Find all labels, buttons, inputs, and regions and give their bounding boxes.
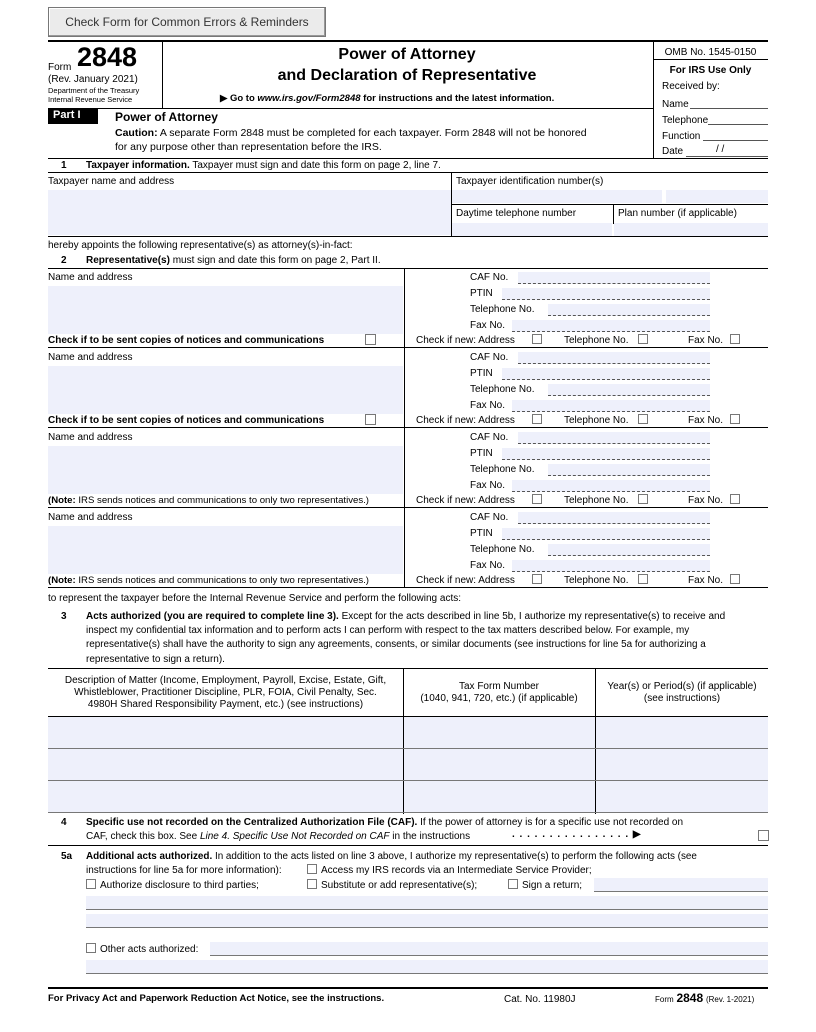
rep-3-caf-label: CAF No. [470,432,509,443]
plan-label: Plan number (if applicable) [618,208,737,219]
sign-return-label: Sign a return; [522,880,583,891]
goto-line: ▶ Go to www.irs.gov/Form2848 for instructions and the latest information. [220,93,555,104]
rep-4-note: (Note: IRS sends notices and communications to only two representatives.) [48,575,370,586]
rep-3-check-new-address-label: Check if new: Address [416,495,515,506]
rep-2-fax-field[interactable] [512,400,710,412]
taxpayer-name-label: Taxpayer name and address [48,176,175,187]
rep-2-name-label: Name and address [48,352,133,363]
rep-1-new-fax-checkbox[interactable] [730,334,740,344]
line-3-number: 3 [61,611,67,622]
matter-header-1: Description of Matter (Income, Employment, Payroll, Excise, Estate, Gift, [64,675,387,686]
rep-1-check-new-fax-label: Fax No. [688,335,724,346]
rep-2-new-telephone-checkbox[interactable] [638,414,648,424]
rep-4-new-telephone-checkbox[interactable] [638,574,648,584]
authorize-disclosure-label: Authorize disclosure to third parties; [100,880,259,891]
rep-3-note: (Note: IRS sends notices and communications to only two representatives.) [48,495,370,506]
rep-3-new-fax-checkbox[interactable] [730,494,740,504]
rep-2-new-fax-checkbox[interactable] [730,414,740,424]
rep-4-caf-field[interactable] [518,512,710,524]
rep-3-name-label: Name and address [48,432,133,443]
rep-2-check-new-telephone-label: Telephone No. [564,415,629,426]
line-4-caf-checkbox[interactable] [758,830,769,841]
part-1-badge: Part I [48,109,98,124]
rep-2-telephone-label: Telephone No. [470,384,535,395]
rep-4-ptin-field[interactable] [502,528,710,540]
other-acts-field-1[interactable] [210,942,768,956]
years-header-1: Year(s) or Period(s) (if applicable) [607,681,757,692]
rep-3-fax-label: Fax No. [470,480,506,491]
other-acts-label: Other acts authorized: [100,944,199,955]
substitute-representative-checkbox[interactable] [307,879,317,889]
caution-line-2: for any purpose other than representation before the IRS. [115,141,382,153]
irs-function-label: Function [662,131,701,142]
rep-1-check-new-telephone-label: Telephone No. [564,335,629,346]
check-form-button[interactable]: Check Form for Common Errors & Reminders [48,7,326,37]
irs-date-label: Date [662,146,684,157]
act-1-years-field[interactable] [596,717,768,748]
omb-number: OMB No. 1545-0150 [664,47,757,58]
access-records-label: Access my IRS records via an Intermediate Service Provider; [321,865,592,876]
irs-name-label: Name [662,99,689,110]
rep-4-check-new-telephone-label: Telephone No. [564,575,629,586]
rep-3-ptin-label: PTIN [470,448,493,459]
act-3-years-field[interactable] [596,781,768,812]
rep-2-new-address-checkbox[interactable] [532,414,542,424]
tin-field-2[interactable] [666,190,768,203]
revision-date: (Rev. January 2021) [48,74,138,85]
line-3-text-1: Acts authorized (you are required to complete line 3). Except for the acts described in line 5b, I authorize my representative(s) to receive and [86,611,726,622]
rep-2-copies-label: Check if to be sent copies of notices and communications [48,415,325,426]
rep-2-fax-label: Fax No. [470,400,506,411]
form-number-header-2: (1040, 941, 720, etc.) (if applicable) [420,693,578,704]
rep-4-telephone-field[interactable] [548,544,710,556]
department: Department of the Treasury [48,86,140,95]
part-1-title: Power of Attorney [115,110,218,124]
rep-1-new-telephone-checkbox[interactable] [638,334,648,344]
rep-2-caf-label: CAF No. [470,352,509,363]
appoints-text: hereby appoints the following representative(s) as attorney(s)-in-fact: [48,240,353,251]
rep-2-telephone-field[interactable] [548,384,710,396]
rep-2-copies-checkbox[interactable] [365,414,376,425]
rep-4-fax-label: Fax No. [470,560,506,571]
line-4-text-2: CAF, check this box. See Line 4. Specific Use Not Recorded on CAF in the instructions [86,831,471,842]
rep-1-fax-field[interactable] [512,320,710,332]
rep-1-fax-label: Fax No. [470,320,506,331]
to-represent-text: to represent the taxpayer before the Internal Revenue Service and perform the following acts: [48,593,462,604]
rep-1-name-label: Name and address [48,272,133,283]
line-3-text-3: representative(s) shall have the authority to sign any agreements, consents, or similar documents (see instructions for line 5a for authorizing a [86,639,706,650]
matter-header-2: Whistleblower, Practitioner Discipline, PLR, FOIA, Civil Penalty, Sec. [74,687,377,698]
plan-number-field[interactable] [614,223,768,236]
rep-1-copies-checkbox[interactable] [365,334,376,345]
line-4-text-1: Specific use not recorded on the Centralized Authorization File (CAF). If the power of attorney is for a specific use not recorded on [86,817,684,828]
rep-4-telephone-label: Telephone No. [470,544,535,555]
rep-1-telephone-field[interactable] [548,304,710,316]
rep-1-caf-field[interactable] [518,272,710,284]
rep-3-check-new-telephone-label: Telephone No. [564,495,629,506]
line-2-number: 2 [61,255,67,266]
act-1-description-field[interactable] [48,717,403,748]
phone-label: Daytime telephone number [456,208,577,219]
line-5a-number: 5a [61,851,73,862]
taxpayer-name-address-field[interactable] [48,190,451,235]
caution-line-1: Caution: A separate Form 2848 must be completed for each taxpayer. Form 2848 will not be honored [115,127,587,139]
form-title-1: Power of Attorney [338,46,476,63]
act-2-form-number-field[interactable] [404,749,595,780]
act-2-years-field[interactable] [596,749,768,780]
matter-header-3: 4980H Shared Responsibility Payment, etc.) (see instructions) [87,699,364,710]
sign-return-checkbox[interactable] [508,879,518,889]
rep-1-telephone-label: Telephone No. [470,304,535,315]
irs-telephone-label: Telephone [662,115,709,126]
rep-3-new-address-checkbox[interactable] [532,494,542,504]
rep-3-new-telephone-checkbox[interactable] [638,494,648,504]
rep-2-ptin-label: PTIN [470,368,493,379]
rep-1-caf-label: CAF No. [470,272,509,283]
substitute-representative-label: Substitute or add representative(s); [321,880,478,891]
form-number-header-1: Tax Form Number [458,681,539,692]
rep-2-check-new-fax-label: Fax No. [688,415,724,426]
rep-1-check-new-address-label: Check if new: Address [416,335,515,346]
rep-4-caf-label: CAF No. [470,512,509,523]
years-header-2: (see instructions) [643,693,721,704]
line-4-number: 4 [61,817,67,828]
other-acts-checkbox[interactable] [86,943,96,953]
additional-acts-line-1[interactable] [86,896,768,910]
act-2-description-field[interactable] [48,749,403,780]
additional-acts-line-2[interactable] [86,914,768,928]
rep-4-ptin-label: PTIN [470,528,493,539]
rep-4-check-new-fax-label: Fax No. [688,575,724,586]
catalog-number: Cat. No. 11980J [504,994,576,1005]
line-1-heading: Taxpayer information. Taxpayer must sign and date this form on page 2, line 7. [86,160,441,171]
rep-3-telephone-field[interactable] [548,464,710,476]
rep-2-caf-field[interactable] [518,352,710,364]
agency: Internal Revenue Service [48,95,133,104]
line-4-leader: . . . . . . . . . . . . . . . . ▶ [512,829,642,840]
rep-4-check-new-address-label: Check if new: Address [416,575,515,586]
rep-4-name-label: Name and address [48,512,133,523]
act-3-description-field[interactable] [48,781,403,812]
rep-1-name-address-field[interactable] [48,286,403,334]
rep-3-telephone-label: Telephone No. [470,464,535,475]
act-3-form-number-field[interactable] [404,781,595,812]
line-3-text-2: inspect my confidential tax information and to perform acts I can perform with respect to the tax matters described below. For example, my [86,625,690,636]
rep-3-check-new-fax-label: Fax No. [688,495,724,506]
privacy-notice: For Privacy Act and Paperwork Reduction Act Notice, see the instructions. [48,993,385,1004]
line-1-number: 1 [61,160,67,171]
rep-4-new-address-checkbox[interactable] [532,574,542,584]
received-by-label: Received by: [662,81,720,92]
rep-2-ptin-field[interactable] [502,368,710,380]
form-word: Form [48,62,72,73]
act-1-form-number-field[interactable] [404,717,595,748]
rep-2-name-address-field[interactable] [48,366,403,414]
sign-return-field[interactable] [594,878,768,892]
line-3-text-4: representative to sign a return). [86,654,225,665]
tin-label: Taxpayer identification number(s) [456,176,604,187]
rep-3-ptin-field[interactable] [502,448,710,460]
rep-3-caf-field[interactable] [518,432,710,444]
access-records-checkbox[interactable] [307,864,317,874]
rep-1-ptin-label: PTIN [470,288,493,299]
irs-use-only: For IRS Use Only [669,65,752,76]
rep-1-new-address-checkbox[interactable] [532,334,542,344]
line-2-heading: Representative(s) must sign and date this form on page 2, Part II. [86,255,381,266]
authorize-disclosure-checkbox[interactable] [86,879,96,889]
footer-form-id: Form 2848 (Rev. 1-2021) [655,991,755,1005]
form-title-2: and Declaration of Representative [277,67,537,84]
irs-date-separators: / / [716,144,725,155]
form-number: 2848 [77,42,138,72]
tin-field-1[interactable] [452,190,662,203]
line-5a-text-2: instructions for line 5a for more information): [86,865,282,876]
rep-4-name-address-field[interactable] [48,526,403,574]
rep-2-check-new-address-label: Check if new: Address [416,415,515,426]
daytime-phone-field[interactable] [452,223,612,236]
rep-1-copies-label: Check if to be sent copies of notices and communications [48,335,325,346]
rep-3-fax-field[interactable] [512,480,710,492]
rep-4-fax-field[interactable] [512,560,710,572]
line-5a-text-1: Additional acts authorized. In addition to the acts listed on line 3 above, I authorize my representative(s) to perform the following acts (see [86,851,697,862]
rep-3-name-address-field[interactable] [48,446,403,494]
other-acts-field-2[interactable] [86,960,768,974]
rep-4-new-fax-checkbox[interactable] [730,574,740,584]
rep-1-ptin-field[interactable] [502,288,710,300]
